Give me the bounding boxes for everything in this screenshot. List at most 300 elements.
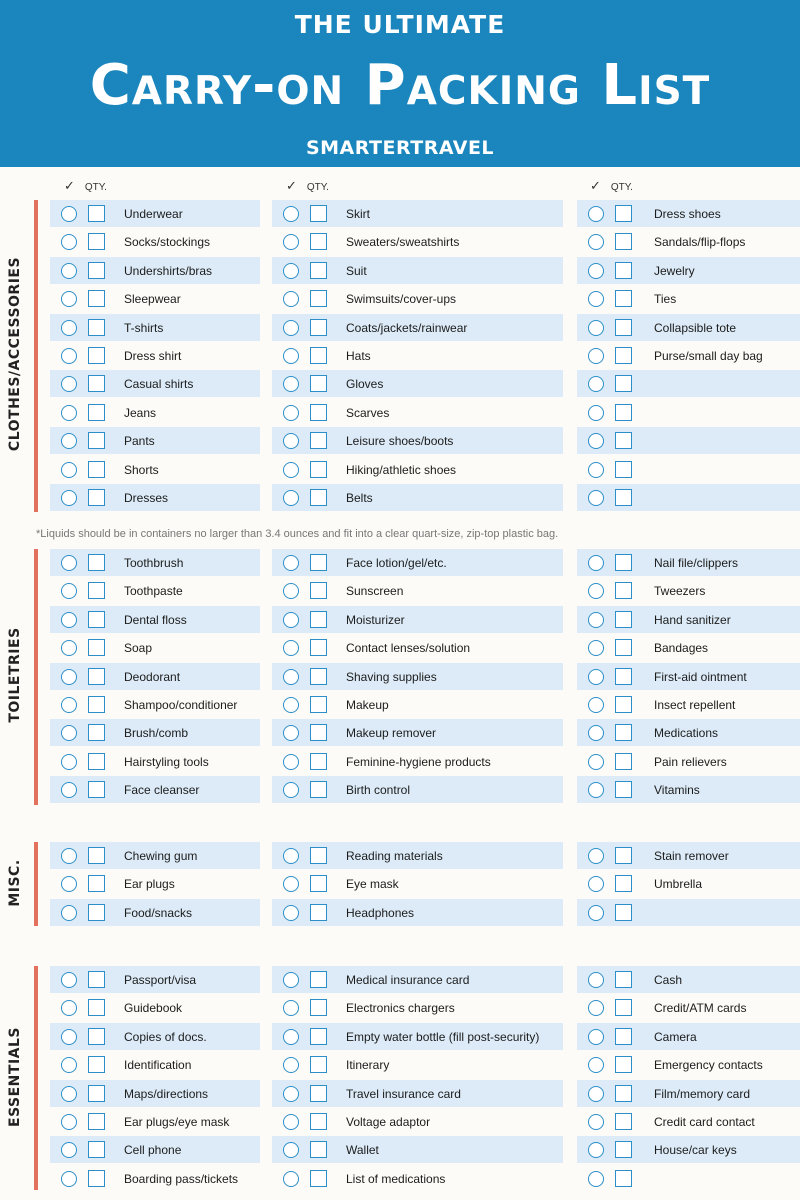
check-circle[interactable] xyxy=(588,376,604,392)
quantity-box[interactable] xyxy=(310,611,327,628)
quantity-box[interactable] xyxy=(88,1141,105,1158)
check-circle[interactable] xyxy=(61,462,77,478)
quantity-box[interactable] xyxy=(88,971,105,988)
check-circle[interactable] xyxy=(61,725,77,741)
quantity-box[interactable] xyxy=(88,611,105,628)
checklist-item xyxy=(272,577,563,604)
check-circle[interactable] xyxy=(283,876,299,892)
quantity-box[interactable] xyxy=(615,1085,632,1102)
item-label: Makeup remover xyxy=(346,725,437,740)
section-accent-bar xyxy=(34,200,38,512)
check-circle[interactable] xyxy=(61,555,77,571)
checklist-item xyxy=(50,1136,260,1163)
check-circle[interactable] xyxy=(283,263,299,279)
check-circle[interactable] xyxy=(61,490,77,506)
check-circle[interactable] xyxy=(588,583,604,599)
quantity-box[interactable] xyxy=(88,999,105,1016)
quantity-box[interactable] xyxy=(615,233,632,250)
header-banner xyxy=(0,0,800,167)
quantity-box[interactable] xyxy=(88,554,105,571)
item-label: Sweaters/sweatshirts xyxy=(346,234,460,249)
check-circle[interactable] xyxy=(283,972,299,988)
item-label: Tweezers xyxy=(654,583,706,598)
check-circle[interactable] xyxy=(61,612,77,628)
quantity-box[interactable] xyxy=(310,582,327,599)
checklist-item xyxy=(50,399,260,426)
checklist-item xyxy=(50,748,260,775)
check-circle[interactable] xyxy=(588,754,604,770)
checklist-item xyxy=(50,1108,260,1135)
item-label: Scarves xyxy=(346,405,390,420)
checklist-item xyxy=(272,870,563,897)
quantity-box[interactable] xyxy=(615,753,632,770)
checklist-item xyxy=(577,842,800,869)
item-label: Hats xyxy=(346,348,371,363)
checklist-item xyxy=(50,691,260,718)
item-label: Food/snacks xyxy=(124,905,193,920)
checklist-item xyxy=(577,966,800,993)
quantity-box[interactable] xyxy=(310,904,327,921)
quantity-box[interactable] xyxy=(615,432,632,449)
item-label: Jewelry xyxy=(654,263,695,278)
item-label: Bandages xyxy=(654,640,709,655)
quantity-box[interactable] xyxy=(88,262,105,279)
quantity-box[interactable] xyxy=(615,781,632,798)
item-label: House/car keys xyxy=(654,1142,737,1157)
item-label: Film/memory card xyxy=(654,1086,751,1101)
quantity-box[interactable] xyxy=(615,639,632,656)
check-circle[interactable] xyxy=(61,905,77,921)
quantity-box[interactable] xyxy=(88,375,105,392)
quantity-box[interactable] xyxy=(615,1141,632,1158)
check-circle[interactable] xyxy=(283,462,299,478)
item-label: Pants xyxy=(124,433,155,448)
check-circle[interactable] xyxy=(61,348,77,364)
item-label: Vitamins xyxy=(654,782,700,797)
quantity-box[interactable] xyxy=(310,999,327,1016)
quantity-box[interactable] xyxy=(615,696,632,713)
check-circle[interactable] xyxy=(588,348,604,364)
quantity-box[interactable] xyxy=(615,290,632,307)
check-circle[interactable] xyxy=(588,640,604,656)
check-circle[interactable] xyxy=(61,1029,77,1045)
checklist-item xyxy=(577,342,800,369)
check-circle[interactable] xyxy=(61,320,77,336)
quantity-box[interactable] xyxy=(615,461,632,478)
check-circle[interactable] xyxy=(283,782,299,798)
qty-column-label: QTY. xyxy=(84,182,107,193)
checklist-item xyxy=(577,634,800,661)
quantity-box[interactable] xyxy=(310,461,327,478)
check-circle[interactable] xyxy=(283,754,299,770)
quantity-box[interactable] xyxy=(615,611,632,628)
check-circle[interactable] xyxy=(61,1114,77,1130)
checklist-item xyxy=(50,870,260,897)
checklist-item xyxy=(272,691,563,718)
item-label: Eye mask xyxy=(346,876,399,891)
check-circle[interactable] xyxy=(283,1086,299,1102)
check-circle[interactable] xyxy=(61,876,77,892)
quantity-box[interactable] xyxy=(88,233,105,250)
check-circle[interactable] xyxy=(588,612,604,628)
check-circle[interactable] xyxy=(283,291,299,307)
quantity-box[interactable] xyxy=(615,668,632,685)
check-circle[interactable] xyxy=(283,1114,299,1130)
checklist-item xyxy=(577,200,800,227)
check-circle[interactable] xyxy=(588,905,604,921)
quantity-box[interactable] xyxy=(88,319,105,336)
check-circle[interactable] xyxy=(588,234,604,250)
quantity-box[interactable] xyxy=(310,319,327,336)
quantity-box[interactable] xyxy=(615,1056,632,1073)
quantity-box[interactable] xyxy=(615,724,632,741)
checklist-item xyxy=(50,634,260,661)
check-circle[interactable] xyxy=(588,320,604,336)
item-label: T-shirts xyxy=(124,320,164,335)
item-label: Hiking/athletic shoes xyxy=(346,462,457,477)
checklist-item xyxy=(272,1051,563,1078)
item-label: Hand sanitizer xyxy=(654,612,731,627)
checklist-item xyxy=(577,1136,800,1163)
check-circle[interactable] xyxy=(61,206,77,222)
checklist-item xyxy=(272,748,563,775)
quantity-box[interactable] xyxy=(615,347,632,364)
quantity-box[interactable] xyxy=(88,875,105,892)
quantity-box[interactable] xyxy=(310,668,327,685)
quantity-box[interactable] xyxy=(88,847,105,864)
header-subtitle: THE ULTIMATE xyxy=(294,10,506,39)
check-circle[interactable] xyxy=(588,263,604,279)
check-circle[interactable] xyxy=(61,376,77,392)
check-circle[interactable] xyxy=(61,782,77,798)
quantity-box[interactable] xyxy=(88,489,105,506)
quantity-box[interactable] xyxy=(310,971,327,988)
checklist-item xyxy=(50,1023,260,1050)
check-circle[interactable] xyxy=(588,555,604,571)
checklist-item xyxy=(50,994,260,1021)
checklist-item xyxy=(272,484,563,511)
quantity-box[interactable] xyxy=(615,262,632,279)
qty-column-label: QTY. xyxy=(610,182,633,193)
check-circle[interactable] xyxy=(283,725,299,741)
quantity-box[interactable] xyxy=(615,205,632,222)
checklist-item xyxy=(272,634,563,661)
quantity-box[interactable] xyxy=(310,290,327,307)
quantity-box[interactable] xyxy=(310,1113,327,1130)
check-circle[interactable] xyxy=(588,697,604,713)
item-label: Dental floss xyxy=(124,612,187,627)
check-circle[interactable] xyxy=(588,433,604,449)
column-header-1 xyxy=(64,178,107,194)
checklist-item xyxy=(50,577,260,604)
check-circle[interactable] xyxy=(61,291,77,307)
checklist-item xyxy=(272,1023,563,1050)
item-label: List of medications xyxy=(346,1171,446,1186)
quantity-box[interactable] xyxy=(310,696,327,713)
quantity-box[interactable] xyxy=(310,404,327,421)
quantity-box[interactable] xyxy=(88,1056,105,1073)
check-circle[interactable] xyxy=(61,1000,77,1016)
checklist-item xyxy=(577,719,800,746)
quantity-box[interactable] xyxy=(88,781,105,798)
quantity-box[interactable] xyxy=(310,847,327,864)
item-label: Cash xyxy=(654,972,683,987)
quantity-box[interactable] xyxy=(88,582,105,599)
quantity-box[interactable] xyxy=(88,668,105,685)
quantity-box[interactable] xyxy=(310,875,327,892)
item-label: Identification xyxy=(124,1057,192,1072)
item-label: Makeup xyxy=(346,697,389,712)
quantity-box[interactable] xyxy=(88,432,105,449)
quantity-box[interactable] xyxy=(310,1085,327,1102)
quantity-box[interactable] xyxy=(310,205,327,222)
check-circle[interactable] xyxy=(283,234,299,250)
check-circle[interactable] xyxy=(588,1142,604,1158)
check-circle[interactable] xyxy=(283,905,299,921)
quantity-box[interactable] xyxy=(88,904,105,921)
checklist-item xyxy=(577,484,800,511)
column-header-2 xyxy=(286,178,329,194)
check-circle[interactable] xyxy=(588,848,604,864)
check-circle[interactable] xyxy=(283,490,299,506)
item-label: Passport/visa xyxy=(124,972,197,987)
checklist-item xyxy=(272,966,563,993)
checklist-item xyxy=(272,257,563,284)
check-circle[interactable] xyxy=(588,876,604,892)
check-circle[interactable] xyxy=(588,490,604,506)
quantity-box[interactable] xyxy=(615,847,632,864)
quantity-box[interactable] xyxy=(88,347,105,364)
quantity-box[interactable] xyxy=(310,639,327,656)
quantity-box[interactable] xyxy=(88,404,105,421)
item-label: Stain remover xyxy=(654,848,729,863)
checklist-item xyxy=(577,370,800,397)
check-circle[interactable] xyxy=(283,583,299,599)
item-label: Sandals/flip-flops xyxy=(654,234,746,249)
quantity-box[interactable] xyxy=(88,461,105,478)
item-label: Jeans xyxy=(124,405,157,420)
check-circle[interactable] xyxy=(283,1142,299,1158)
quantity-box[interactable] xyxy=(310,489,327,506)
checklist-item xyxy=(272,663,563,690)
check-column-label: ✓ xyxy=(64,178,75,193)
item-label: Dress shirt xyxy=(124,348,182,363)
check-circle[interactable] xyxy=(283,612,299,628)
check-circle[interactable] xyxy=(283,640,299,656)
check-circle[interactable] xyxy=(588,1086,604,1102)
quantity-box[interactable] xyxy=(88,696,105,713)
check-circle[interactable] xyxy=(588,1171,604,1187)
checklist-item xyxy=(272,427,563,454)
quantity-box[interactable] xyxy=(615,582,632,599)
quantity-box[interactable] xyxy=(88,1028,105,1045)
quantity-box[interactable] xyxy=(310,554,327,571)
check-circle[interactable] xyxy=(588,1029,604,1045)
quantity-box[interactable] xyxy=(310,233,327,250)
check-circle[interactable] xyxy=(61,433,77,449)
check-circle[interactable] xyxy=(61,405,77,421)
check-circle[interactable] xyxy=(61,1057,77,1073)
checklist-item xyxy=(272,399,563,426)
quantity-box[interactable] xyxy=(310,375,327,392)
checklist-item xyxy=(50,842,260,869)
check-circle[interactable] xyxy=(283,206,299,222)
quantity-box[interactable] xyxy=(615,404,632,421)
quantity-box[interactable] xyxy=(615,1170,632,1187)
quantity-box[interactable] xyxy=(88,639,105,656)
quantity-box[interactable] xyxy=(88,753,105,770)
section-label-text: MISC. xyxy=(7,859,23,907)
check-circle[interactable] xyxy=(588,291,604,307)
quantity-box[interactable] xyxy=(88,1085,105,1102)
checklist-item xyxy=(577,1165,800,1192)
check-circle[interactable] xyxy=(283,1000,299,1016)
checklist-item xyxy=(577,314,800,341)
check-circle[interactable] xyxy=(61,848,77,864)
quantity-box[interactable] xyxy=(88,205,105,222)
checklist-item xyxy=(577,549,800,576)
check-circle[interactable] xyxy=(61,669,77,685)
check-circle[interactable] xyxy=(283,555,299,571)
item-label: Brush/comb xyxy=(124,725,189,740)
item-label: Emergency contacts xyxy=(654,1057,763,1072)
check-circle[interactable] xyxy=(588,1114,604,1130)
checklist-item xyxy=(272,200,563,227)
section-accent-bar xyxy=(34,966,38,1190)
item-label: Medical insurance card xyxy=(346,972,470,987)
check-circle[interactable] xyxy=(283,1029,299,1045)
checklist-item xyxy=(50,899,260,926)
item-label: Moisturizer xyxy=(346,612,405,627)
quantity-box[interactable] xyxy=(310,1056,327,1073)
liquids-note: *Liquids should be in containers no larger than 3.4 ounces and fit into a clear quart-size, zip-top plastic bag. xyxy=(36,528,559,540)
check-circle[interactable] xyxy=(61,263,77,279)
check-circle[interactable] xyxy=(588,725,604,741)
quantity-box[interactable] xyxy=(615,1113,632,1130)
quantity-box[interactable] xyxy=(615,489,632,506)
check-circle[interactable] xyxy=(588,1000,604,1016)
check-circle[interactable] xyxy=(61,640,77,656)
check-circle[interactable] xyxy=(61,1142,77,1158)
check-circle[interactable] xyxy=(283,320,299,336)
check-circle[interactable] xyxy=(61,754,77,770)
quantity-box[interactable] xyxy=(310,753,327,770)
quantity-box[interactable] xyxy=(615,971,632,988)
quantity-box[interactable] xyxy=(88,290,105,307)
item-label: Dresses xyxy=(124,490,169,505)
section-label-text: ESSENTIALS xyxy=(7,1027,23,1127)
section-accent-bar xyxy=(34,842,38,926)
check-circle[interactable] xyxy=(61,697,77,713)
check-circle[interactable] xyxy=(588,462,604,478)
item-label: Wallet xyxy=(346,1142,379,1157)
check-circle[interactable] xyxy=(588,206,604,222)
quantity-box[interactable] xyxy=(615,999,632,1016)
checklist-item xyxy=(577,1051,800,1078)
checklist-item xyxy=(50,342,260,369)
checklist-item xyxy=(577,776,800,803)
quantity-box[interactable] xyxy=(310,1170,327,1187)
item-label: Purse/small day bag xyxy=(654,348,763,363)
check-circle[interactable] xyxy=(588,669,604,685)
checklist-item xyxy=(272,456,563,483)
quantity-box[interactable] xyxy=(310,1141,327,1158)
checklist-item xyxy=(577,456,800,483)
checklist-item xyxy=(272,776,563,803)
check-circle[interactable] xyxy=(61,234,77,250)
quantity-box[interactable] xyxy=(615,904,632,921)
checklist-item xyxy=(50,719,260,746)
item-label: Socks/stockings xyxy=(124,234,211,249)
quantity-box[interactable] xyxy=(310,1028,327,1045)
checklist-item xyxy=(577,577,800,604)
checklist-item xyxy=(577,748,800,775)
item-label: Gloves xyxy=(346,376,384,391)
check-circle[interactable] xyxy=(283,405,299,421)
quantity-box[interactable] xyxy=(615,554,632,571)
quantity-box[interactable] xyxy=(88,724,105,741)
check-circle[interactable] xyxy=(283,433,299,449)
check-circle[interactable] xyxy=(283,669,299,685)
checklist-item xyxy=(272,842,563,869)
checklist-item xyxy=(577,427,800,454)
item-label: Insect repellent xyxy=(654,697,736,712)
quantity-box[interactable] xyxy=(310,724,327,741)
item-label: Soap xyxy=(124,640,153,655)
quantity-box[interactable] xyxy=(615,1028,632,1045)
checklist-item xyxy=(272,228,563,255)
check-circle[interactable] xyxy=(61,972,77,988)
check-circle[interactable] xyxy=(283,1057,299,1073)
quantity-box[interactable] xyxy=(310,347,327,364)
check-circle[interactable] xyxy=(61,1171,77,1187)
checklist-item xyxy=(272,342,563,369)
checklist-item xyxy=(50,966,260,993)
item-label: Birth control xyxy=(346,782,411,797)
item-label: Credit card contact xyxy=(654,1114,755,1129)
checklist-item xyxy=(577,899,800,926)
item-label: Face cleanser xyxy=(124,782,200,797)
quantity-box[interactable] xyxy=(310,432,327,449)
check-circle[interactable] xyxy=(588,972,604,988)
check-circle[interactable] xyxy=(283,848,299,864)
quantity-box[interactable] xyxy=(615,319,632,336)
quantity-box[interactable] xyxy=(88,1170,105,1187)
checklist-item xyxy=(50,456,260,483)
check-circle[interactable] xyxy=(588,405,604,421)
brand-logo: SMARTERTRAVEL xyxy=(305,137,495,159)
quantity-box[interactable] xyxy=(88,1113,105,1130)
check-circle[interactable] xyxy=(283,1171,299,1187)
check-circle[interactable] xyxy=(283,348,299,364)
checklist-item xyxy=(272,719,563,746)
quantity-box[interactable] xyxy=(310,262,327,279)
check-circle[interactable] xyxy=(283,376,299,392)
check-circle[interactable] xyxy=(588,782,604,798)
checklist-item xyxy=(272,1108,563,1135)
check-circle[interactable] xyxy=(61,1086,77,1102)
item-label: Shorts xyxy=(124,462,159,477)
check-circle[interactable] xyxy=(61,583,77,599)
check-circle[interactable] xyxy=(283,697,299,713)
quantity-box[interactable] xyxy=(615,875,632,892)
item-label: Copies of docs. xyxy=(124,1029,207,1044)
item-label: Hairstyling tools xyxy=(124,754,209,769)
check-circle[interactable] xyxy=(588,1057,604,1073)
quantity-box[interactable] xyxy=(310,781,327,798)
checklist-item xyxy=(50,663,260,690)
quantity-box[interactable] xyxy=(615,375,632,392)
